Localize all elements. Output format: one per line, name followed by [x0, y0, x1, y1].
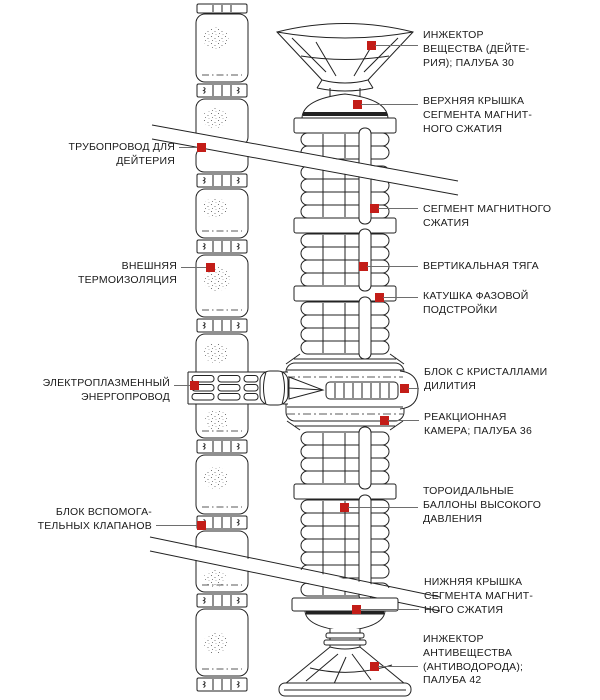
leader-antimatter-injector — [378, 666, 418, 667]
leader-matter-injector — [375, 45, 418, 46]
callout-line: ДАВЛЕНИЯ — [423, 512, 483, 525]
callout-line: ЭНЕРГОПРОВОД — [81, 390, 170, 403]
callout-magnetic-compression-segment — [423, 203, 551, 231]
callout-line: КАМЕРА; ПАЛУБА 36 — [424, 424, 533, 437]
callout-line: СЕГМЕНТА МАГНИТ- — [423, 108, 533, 121]
callout-line: ВНЕШНЯЯ — [121, 260, 177, 272]
callout-line: ВЕЩЕСТВА (ДЕЙТЕ- — [423, 42, 530, 55]
leader-reaction-chamber — [388, 420, 419, 421]
callout-line: ПАЛУБА 42 — [423, 674, 482, 687]
leader-electroplasma-conduit — [174, 385, 190, 386]
callout-line: СЖАТИЯ — [423, 216, 470, 229]
callout-line: СЕГМЕНТ МАГНИТНОГО — [423, 203, 552, 215]
callout-electroplasma-conduit — [43, 377, 170, 405]
callout-line: РЕАКЦИОННАЯ — [424, 411, 507, 423]
callout-dilithium-crystal-block — [424, 366, 547, 394]
callout-toroidal-tanks — [423, 485, 541, 526]
callout-line: ПОДСТРОЙКИ — [423, 303, 498, 316]
callout-line: ТРУБОПРОВОД ДЛЯ — [68, 141, 175, 153]
leader-magnetic-compression-segment — [378, 208, 418, 209]
marker-outer-thermal-insulation — [206, 263, 215, 272]
leader-phase-adjustment-coil — [383, 297, 418, 298]
callout-matter-injector — [423, 29, 529, 70]
leader-lower-compression-cap — [360, 609, 419, 610]
leader-outer-thermal-insulation — [181, 267, 206, 268]
callout-reaction-chamber — [424, 411, 532, 439]
callout-line: РИЯ); ПАЛУБА 30 — [423, 56, 515, 69]
callout-lower-compression-cap — [424, 576, 533, 617]
callout-line: ИНЖЕКТОР — [423, 29, 484, 41]
callout-line: БАЛЛОНЫ ВЫСОКОГО — [423, 498, 542, 511]
marker-electroplasma-conduit — [190, 381, 199, 390]
callout-line: ДЕЙТЕРИЯ — [116, 154, 175, 167]
callout-line: АНТИВЕЩЕСТВА — [423, 646, 513, 659]
leader-auxiliary-valve-block — [156, 525, 197, 526]
callout-line: БЛОК ВСПОМОГА- — [55, 506, 152, 518]
leader-deuterium-pipeline — [179, 147, 197, 148]
leader-vertical-tie — [367, 266, 418, 267]
callout-upper-compression-cap — [423, 95, 532, 136]
callout-line: КАТУШКА ФАЗОВОЙ — [423, 290, 529, 302]
callout-line: ДИЛИТИЯ — [424, 379, 477, 392]
leader-upper-compression-cap — [361, 104, 418, 105]
callout-line: НИЖНЯЯ КРЫШКА — [424, 576, 523, 588]
callout-line: ТЕРМОИЗОЛЯЦИЯ — [77, 273, 177, 286]
callout-deuterium-pipeline — [69, 141, 176, 169]
callout-line: СЕГМЕНТА МАГНИТ- — [424, 589, 534, 602]
callout-outer-thermal-insulation — [78, 260, 177, 288]
callout-line: ВЕРХНЯЯ КРЫШКА — [423, 95, 525, 107]
leader-dilithium-crystal-block — [408, 388, 419, 389]
callout-line: НОГО СЖАТИЯ — [424, 603, 504, 616]
callout-line: БЛОК С КРИСТАЛЛАМИ — [424, 366, 548, 378]
callout-line: НОГО СЖАТИЯ — [423, 122, 503, 135]
marker-auxiliary-valve-block — [197, 521, 206, 530]
leader-toroidal-tanks — [348, 507, 418, 508]
callout-phase-adjustment-coil — [423, 290, 528, 318]
callout-vertical-tie — [423, 260, 539, 274]
callout-line: ВЕРТИКАЛЬНАЯ ТЯГА — [423, 260, 539, 272]
callout-auxiliary-valve-block — [38, 506, 152, 534]
callout-line: (АНТИВОДОРОДА); — [423, 660, 524, 673]
callout-line: ЭЛЕКТРОПЛАЗМЕННЫЙ — [42, 377, 170, 389]
marker-deuterium-pipeline — [197, 143, 206, 152]
callout-line: ИНЖЕКТОР — [423, 633, 484, 645]
callout-line: ТОРОИДАЛЬНЫЕ — [423, 485, 515, 497]
callout-line: ТЕЛЬНЫХ КЛАПАНОВ — [37, 519, 152, 532]
callout-antimatter-injector — [423, 633, 523, 688]
